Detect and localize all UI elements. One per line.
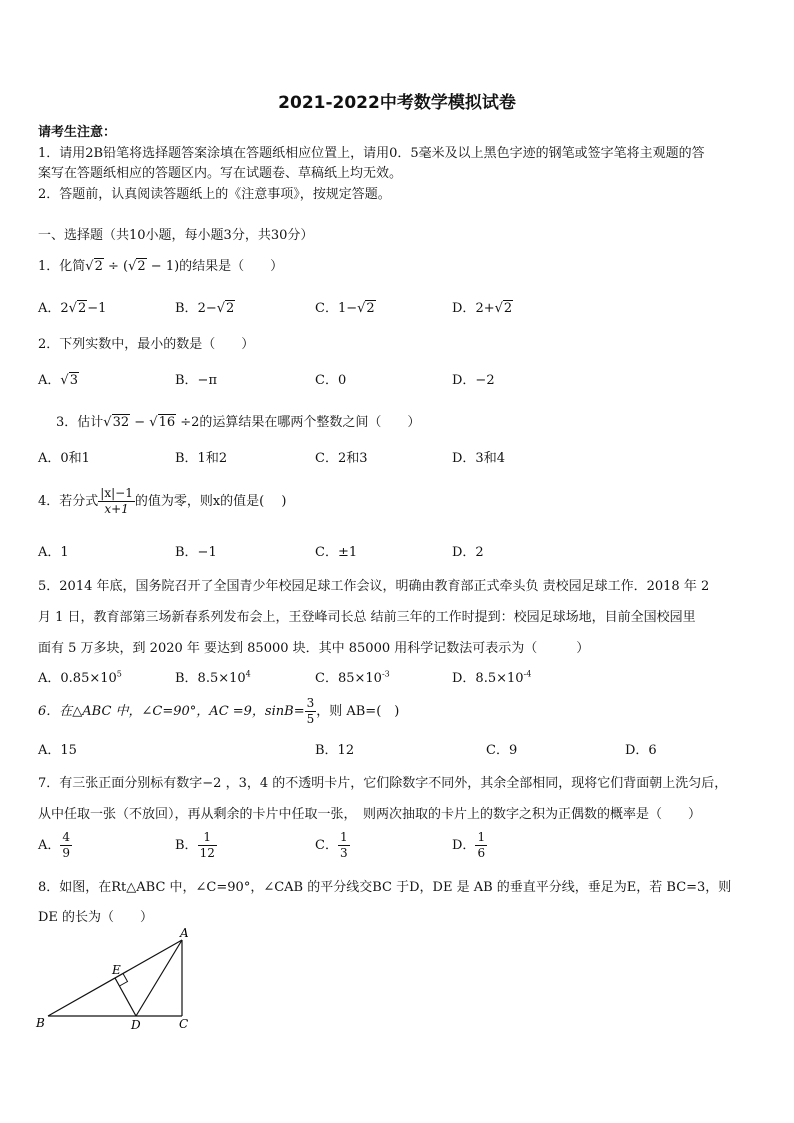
notice-heading: 请考生注意：	[38, 125, 117, 140]
q3-option-d[interactable]: D．3和4	[452, 451, 505, 466]
q4-option-a[interactable]: A．1	[38, 545, 69, 560]
q1-stem-post: 的结果是（ ）	[179, 259, 284, 274]
q2-option-c[interactable]: C．0	[315, 373, 347, 388]
q3-option-a[interactable]: A．0和1	[38, 451, 90, 466]
question-5-line-3: 面有 5 万多块，到 2020 年 要达到 85000 块．其中 85000 用科学记数法可表示为（ ）	[38, 641, 590, 656]
label-b: B	[36, 1016, 45, 1030]
question-2: 2．下列实数中，最小的数是（ ）	[38, 337, 255, 352]
question-7-line-1: 7．有三张正面分别标有数字−2 ，3，4 的不透明卡片，它们除数字不同外，其余全部相同，现将它们背面朝上洗匀后，	[38, 776, 728, 791]
question-8-line-2: DE 的长为（ ）	[38, 910, 154, 925]
question-5-line-1: 5．2014 年底，国务院召开了全国青少年校园足球工作会议，明确由教育部正式牵头负 责校园足球工作．2018 年 2	[38, 579, 710, 594]
segment-de	[115, 978, 136, 1016]
notice-line-2: 2．答题前，认真阅读答题纸上的《注意事项》，按规定答题。	[38, 187, 391, 202]
q4-option-b[interactable]: B．−1	[175, 545, 217, 560]
q1-expression: √2 ÷ (√2 − 1)	[85, 259, 180, 274]
q6-option-c[interactable]: C．9	[486, 743, 518, 758]
q2-option-b[interactable]: B．−π	[175, 373, 217, 388]
q3-expression: √32 − √16	[103, 415, 176, 430]
q3-option-c[interactable]: C．2和3	[315, 451, 368, 466]
q1-stem-pre: 1．化简	[38, 259, 86, 274]
q7-option-c[interactable]: C． $\frac{1}{3}$	[315, 830, 348, 860]
question-7-line-2: 从中任取一张（不放回），再从剩余的卡片中任取一张， 则两次抽取的卡片上的数字之积为正偶数的概率是（ ）	[38, 807, 702, 822]
question-8-line-1: 8．如图，在Rt△ABC 中，∠C=90°，∠CAB 的平分线交BC 于D，DE 是 AB 的垂直平分线，垂足为E，若 BC=3，则	[38, 880, 732, 895]
label-c: C	[179, 1017, 189, 1031]
question-1	[38, 255, 283, 274]
q4-option-d[interactable]: D．2	[452, 545, 484, 560]
question-3	[56, 411, 420, 430]
q1-option-c[interactable]: C．1−√2	[315, 301, 375, 316]
label-d: D	[131, 1018, 141, 1032]
segment-ad	[136, 940, 182, 1016]
q3-stem-post: ÷2的运算结果在哪两个整数之间（ ）	[180, 415, 421, 430]
q6-option-a[interactable]: A．15	[38, 743, 77, 758]
question-4	[38, 486, 286, 517]
q6-option-b[interactable]: B．12	[315, 743, 355, 758]
q4-option-c[interactable]: C．±1	[315, 545, 358, 560]
q6-option-d[interactable]: D．6	[625, 743, 657, 758]
page-title: 2021-2022中考数学模拟试卷	[278, 93, 516, 113]
q7-option-b[interactable]: B． $\frac{1}{12}$	[175, 830, 215, 860]
q6-stem-pre: 6．在△ABC 中，∠C=90°，AC =9，sinB=	[38, 704, 305, 719]
q3-stem-pre: 3．估计	[56, 415, 104, 430]
section-heading: 一、选择题（共10小题，每小题3分，共30分）	[38, 228, 314, 243]
q4-fraction: $\frac{|x|-1}{x+1}$	[100, 486, 133, 516]
q7-option-a[interactable]: A． $\frac{4}{9}$	[38, 830, 71, 860]
notice-line-1a: 1．请用2B铅笔将选择题答案涂填在答题纸相应位置上，请用0．5毫米及以上黑色字迹的钢笔或签字笔将主观题的答	[38, 146, 705, 161]
q2-option-a[interactable]: A．√3	[38, 373, 78, 388]
q6-stem-post: ，则 AB=( )	[316, 704, 400, 719]
triangle-figure	[30, 925, 210, 1035]
label-a: A	[180, 926, 189, 940]
label-e: E	[112, 963, 121, 977]
q1-option-d[interactable]: D．2+√2	[452, 301, 513, 316]
q5-option-d[interactable]: D．$8.5\times 10^{-4}$	[452, 669, 532, 686]
q1-option-b[interactable]: B．2−√2	[175, 301, 235, 316]
q5-option-a[interactable]: A．$0.85\times 10^5$	[38, 669, 122, 686]
q2-option-d[interactable]: D．−2	[452, 373, 495, 388]
question-6	[38, 696, 399, 727]
q6-fraction: $\frac{3}{5}$	[306, 696, 315, 726]
q1-option-a[interactable]: A．2√2−1	[38, 301, 107, 316]
q7-option-d[interactable]: D． $\frac{1}{6}$	[452, 830, 486, 860]
notice-line-1b: 案写在答题纸相应的答题区内。写在试题卷、草稿纸上均无效。	[38, 166, 403, 181]
q4-stem-pre: 4．若分式	[38, 494, 99, 509]
question-5-line-2: 月 1 日，教育部第三场新春系列发布会上，王登峰司长总 结前三年的工作时提到：校园足球场地，目前全国校园里	[38, 610, 696, 625]
q5-option-c[interactable]: C．$85\times 10^{-3}$	[315, 669, 390, 686]
q4-stem-post: 的值为零，则x的值是( )	[134, 494, 287, 509]
q5-option-b[interactable]: B．$8.5\times 10^4$	[175, 669, 251, 686]
q3-option-b[interactable]: B．1和2	[175, 451, 228, 466]
